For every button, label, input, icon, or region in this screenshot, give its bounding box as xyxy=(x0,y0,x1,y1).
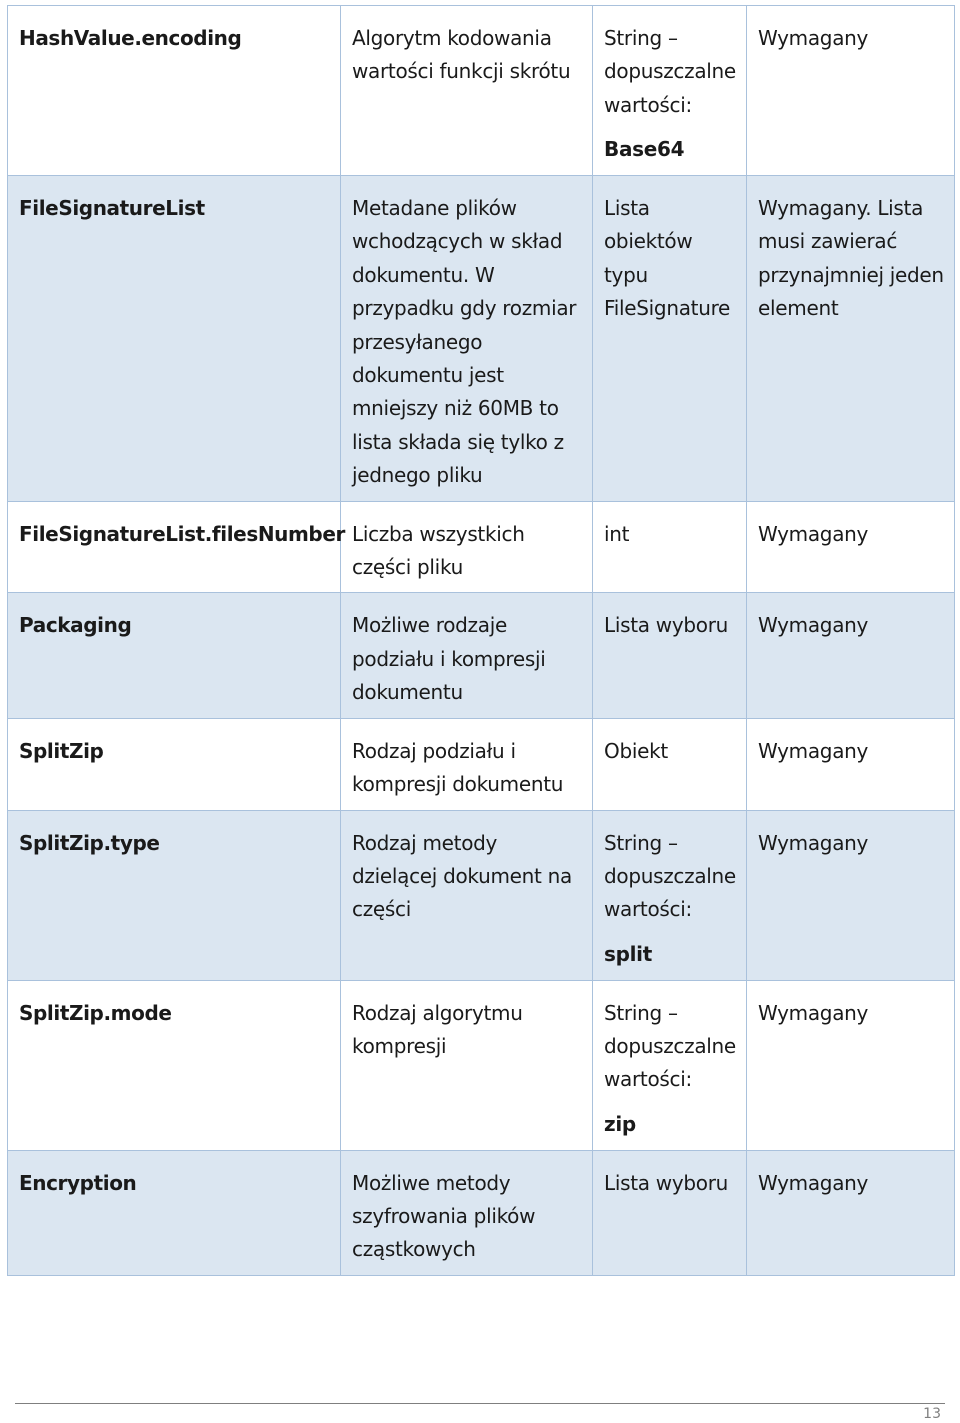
allowed-value: split xyxy=(604,941,652,966)
description-cell: Rodzaj metody dzielącej dokument na części xyxy=(341,810,593,980)
required-cell: Wymagany xyxy=(747,1150,955,1275)
table-row xyxy=(8,6,955,176)
description-cell: Możliwe rodzaje podziału i kompresji dokumentu xyxy=(341,593,593,718)
field-name: FileSignatureList.filesNumber xyxy=(19,521,345,546)
required-cell: Wymagany xyxy=(747,501,955,593)
field-name-cell xyxy=(8,1150,341,1275)
field-name-cell xyxy=(8,810,341,980)
table-row xyxy=(8,176,955,502)
description-cell: Metadane plików wchodzących w skład dokumentu. W przypadku gdy rozmiar przesyłanego dokumentu jest mniejszy niż 60MB to lista składa się tylko z jednego pliku xyxy=(341,176,593,502)
type-cell xyxy=(593,810,747,980)
required-cell: Wymagany xyxy=(747,810,955,980)
type-cell: Lista obiektów typu FileSignature xyxy=(593,176,747,502)
table-row xyxy=(8,593,955,718)
table-row xyxy=(8,810,955,980)
table-row xyxy=(8,980,955,1150)
allowed-value: zip xyxy=(604,1111,636,1136)
type-cell xyxy=(593,980,747,1150)
description-cell: Algorytm kodowania wartości funkcji skrótu xyxy=(341,6,593,176)
required-cell: Wymagany. Lista musi zawierać przynajmniej jeden element xyxy=(747,176,955,502)
field-name-cell xyxy=(8,6,341,176)
description-cell: Rodzaj algorytmu kompresji xyxy=(341,980,593,1150)
table-row xyxy=(8,1150,955,1275)
description-cell: Liczba wszystkich części pliku xyxy=(341,501,593,593)
required-cell: Wymagany xyxy=(747,6,955,176)
field-name-cell xyxy=(8,176,341,502)
description-cell: Możliwe metody szyfrowania plików cząstkowych xyxy=(341,1150,593,1275)
type-text: String – dopuszczalne wartości: xyxy=(604,830,736,922)
description-cell: Rodzaj podziału i kompresji dokumentu xyxy=(341,718,593,810)
type-cell xyxy=(593,6,747,176)
required-cell: Wymagany xyxy=(747,980,955,1150)
field-name: SplitZip.mode xyxy=(19,1000,172,1025)
footer-divider xyxy=(15,1403,945,1404)
required-cell: Wymagany xyxy=(747,593,955,718)
type-cell: Lista wyboru xyxy=(593,593,747,718)
field-name: SplitZip.type xyxy=(19,830,160,855)
field-name: Packaging xyxy=(19,613,132,638)
field-name: Encryption xyxy=(19,1170,137,1195)
field-name-cell xyxy=(8,980,341,1150)
parameters-table xyxy=(7,5,955,1276)
allowed-value: Base64 xyxy=(604,137,685,162)
required-cell: Wymagany xyxy=(747,718,955,810)
table-row xyxy=(8,501,955,593)
field-name: SplitZip xyxy=(19,738,104,763)
field-name: FileSignatureList xyxy=(19,196,205,220)
table-row xyxy=(8,718,955,810)
type-text: String – dopuszczalne wartości: xyxy=(604,26,736,117)
type-cell: Lista wyboru xyxy=(593,1150,747,1275)
type-text: String – dopuszczalne wartości: xyxy=(604,1000,736,1092)
field-name-cell xyxy=(8,501,345,593)
page-number: 13 xyxy=(923,1406,941,1422)
type-cell: Obiekt xyxy=(593,718,747,810)
field-name-cell xyxy=(8,593,341,718)
field-name-cell xyxy=(8,718,341,810)
type-cell: int xyxy=(593,501,747,593)
field-name: HashValue.encoding xyxy=(19,26,242,50)
